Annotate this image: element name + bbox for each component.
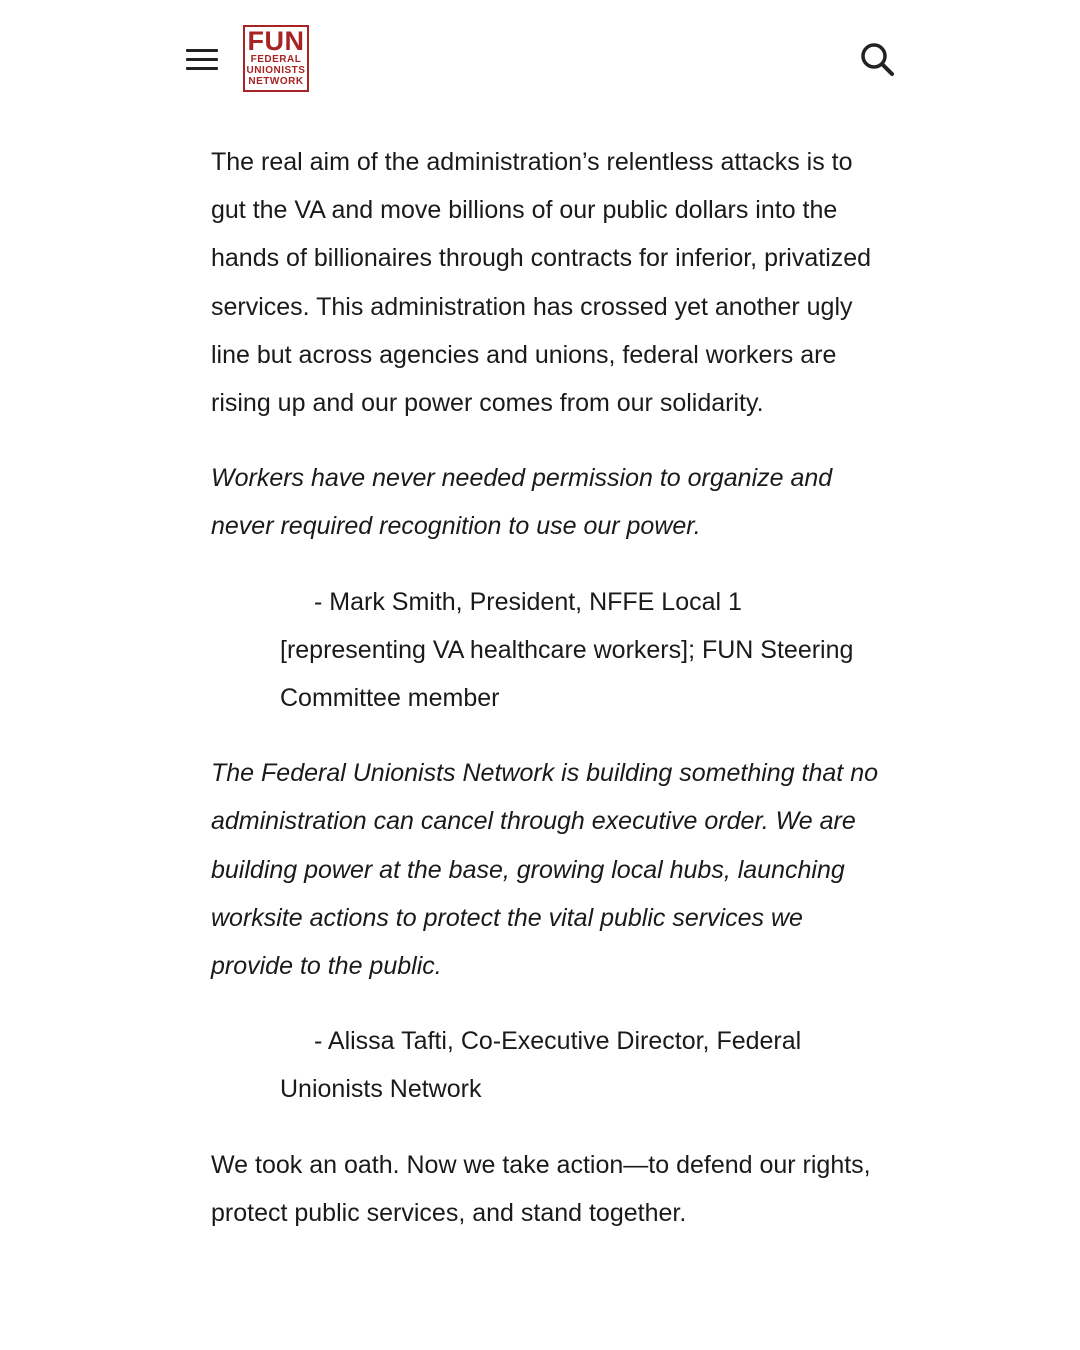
menu-bar — [186, 49, 218, 52]
fun-logo[interactable] — [243, 25, 309, 92]
logo-line-federal: FEDERAL — [250, 54, 302, 65]
menu-bar — [186, 58, 218, 61]
pull-quote: Workers have never needed permission to organize and never required recognition to use our power. — [211, 464, 833, 541]
article-paragraph: The real aim of the administration’s relentless attacks is to gut the VA and move billions of our public dollars into the hands of billionaires through contracts for inferior, privatized services. This administration has crossed yet another ugly line but across agencies and unions, federal workers are rising up and our power comes from our solidarity. — [211, 148, 872, 418]
search-icon[interactable] — [856, 38, 900, 82]
quote-attribution: - Mark Smith, President, NFFE Local 1 [representing VA healthcare workers]; FUN Steering Committee member — [280, 587, 854, 713]
logo-line-network: NETWORK — [248, 76, 304, 87]
quote-attribution: - Alissa Tafti, Co-Executive Director, Federal Unionists Network — [280, 1027, 802, 1104]
article-body — [211, 138, 881, 1264]
menu-bar — [186, 67, 218, 70]
hamburger-menu-icon[interactable] — [182, 38, 224, 82]
logo-line-unionists: UNIONISTS — [246, 65, 306, 76]
logo-acronym: FUN — [247, 26, 305, 56]
article-paragraph: We took an oath. Now we take action—to defend our rights, protect public services, and stand together. — [211, 1150, 871, 1227]
site-header — [0, 0, 1080, 120]
pull-quote: The Federal Unionists Network is building something that no administration can cancel through executive order. We are building power at the base, growing local hubs, launching worksite actions to protect the vital public services we provide to the public. — [211, 759, 879, 981]
